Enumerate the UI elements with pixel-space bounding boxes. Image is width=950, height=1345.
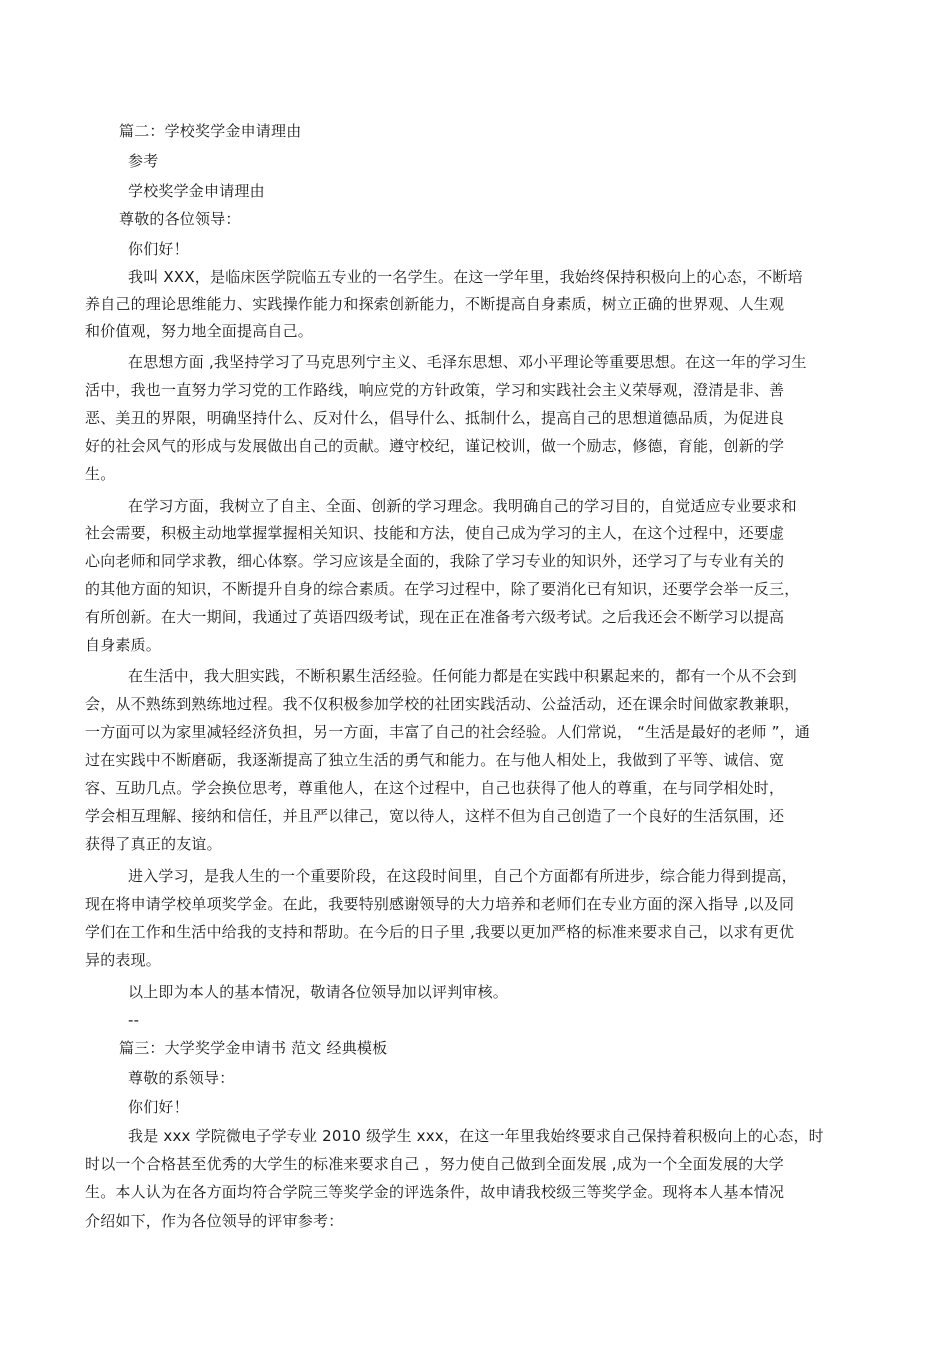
- paragraph-line: 我叫 XXX，是临床医学院临五专业的一名学生。在这一学年里，我始终保持积极向上的心态，不断培: [128, 268, 803, 286]
- paragraph-line: 容、互助几点。学会换位思考，尊重他人，在这个过程中，自己也获得了他人的尊重，在与同学相处时，: [85, 779, 785, 797]
- separator: --: [128, 1011, 140, 1029]
- paragraph-line: 生。本人认为在各方面均符合学院三等奖学金的评选条件，故申请我校级三等奖学金。现将本人基本情况: [85, 1183, 785, 1201]
- reference-label: 参考: [128, 152, 159, 170]
- paragraph-line: 自身素质。: [85, 636, 162, 654]
- greeting: 你们好！: [128, 240, 189, 258]
- paragraph-line: 现在将申请学校单项奖学金。在此，我要特别感谢领导的大力培养和老师们在专业方面的深入指导 ,以及同: [85, 895, 795, 913]
- paragraph-line: 好的社会风气的形成与发展做出自己的贡献。遵守校纪，谨记校训，做一个励志，修德，育能，创新的学: [85, 437, 785, 455]
- paragraph-line: 恶、美丑的界限，明确坚持什么、反对什么，倡导什么、抵制什么，提高自己的思想道德品质，为促进良: [85, 409, 785, 427]
- paragraph-line: 一方面可以为家里减轻经济负担，另一方面，丰富了自己的社会经验。人们常说， “生活是最好的老师 ”，通: [85, 723, 811, 741]
- paragraph-line: 介绍如下，作为各位领导的评审参考：: [85, 1212, 344, 1230]
- paragraph-line: 获得了真正的友谊。: [85, 835, 222, 853]
- paragraph-line: 在学习方面，我树立了自主、全面、创新的学习理念。我明确自己的学习目的，自觉适应专业要求和: [128, 497, 797, 515]
- greeting: 你们好！: [128, 1098, 189, 1116]
- salutation: 尊敬的系领导：: [128, 1069, 235, 1087]
- section-heading-3: 篇三：大学奖学金申请书 范文 经典模板: [119, 1039, 388, 1057]
- paragraph-line: 学会相互理解、接纳和信任，并且严以律己，宽以待人，这样不但为自己创造了一个良好的生活氛围，还: [85, 807, 785, 825]
- paragraph-line: 过在实践中不断磨砺，我逐渐提高了独立生活的勇气和能力。在与他人相处上，我做到了平等、诚信、宽: [85, 751, 785, 769]
- paragraph-line: 心向老师和同学求教，细心体察。学习应该是全面的，我除了学习专业的知识外，还学习了与专业有关的: [85, 552, 785, 570]
- paragraph-line: 异的表现。: [85, 951, 162, 969]
- paragraph-line: 养自己的理论思维能力、实践操作能力和探索创新能力，不断提高自身素质，树立正确的世界观、人生观: [85, 295, 785, 313]
- paragraph-line: 时以一个合格甚至优秀的大学生的标准来要求自己 ，努力使自己做到全面发展 ,成为一个全面发展的大学: [85, 1155, 784, 1173]
- paragraph-line: 的其他方面的知识，不断提升自身的综合素质。在学习过程中，除了要消化已有知识，还要学会举一反三，: [85, 580, 800, 598]
- section-heading-2: 篇二：学校奖学金申请理由: [119, 122, 302, 140]
- paragraph-line: 有所创新。在大一期间，我通过了英语四级考试，现在正在准备考六级考试。之后我还会不断学习以提高: [85, 608, 785, 626]
- paragraph-line: 和价值观，努力地全面提高自己。: [85, 322, 314, 340]
- paragraph-line: 活中，我也一直努力学习党的工作路线，响应党的方针政策，学习和实践社会主义荣辱观，澄清是非、善: [85, 381, 785, 399]
- paragraph-line: 学们在工作和生活中给我的支持和帮助。在今后的日子里 ,我要以更加严格的标准来要求自己，以求有更优: [85, 923, 795, 941]
- salutation: 尊敬的各位领导：: [119, 210, 241, 228]
- paragraph-line: 进入学习，是我人生的一个重要阶段，在这段时间里，自己个方面都有所进步，综合能力得到提高，: [128, 867, 797, 885]
- paragraph-line: 以上即为本人的基本情况，敬请各位领导加以评判审核。: [128, 983, 509, 1001]
- paragraph-line: 我是 xxx 学院微电子学专业 2010 级学生 xxx，在这一年里我始终要求自己保持着积极向上的心态，时: [128, 1127, 824, 1145]
- paragraph-line: 会，从不熟练到熟练地过程。我不仅积极参加学校的社团实践活动、公益活动，还在课余时间做家教兼职，: [85, 695, 800, 713]
- paragraph-line: 在生活中，我大胆实践，不断积累生活经验。任何能力都是在实践中积累起来的，都有一个从不会到: [128, 667, 797, 685]
- paragraph-line: 社会需要，积极主动地掌握掌握相关知识、技能和方法，使自己成为学习的主人，在这个过程中，还要虚: [85, 524, 785, 542]
- paragraph-line: 生。: [85, 465, 116, 483]
- doc-title: 学校奖学金申请理由: [128, 182, 265, 200]
- paragraph-line: 在思想方面 ,我坚持学习了马克思列宁主义、毛泽东思想、邓小平理论等重要思想。在这一年的学习生: [128, 353, 807, 371]
